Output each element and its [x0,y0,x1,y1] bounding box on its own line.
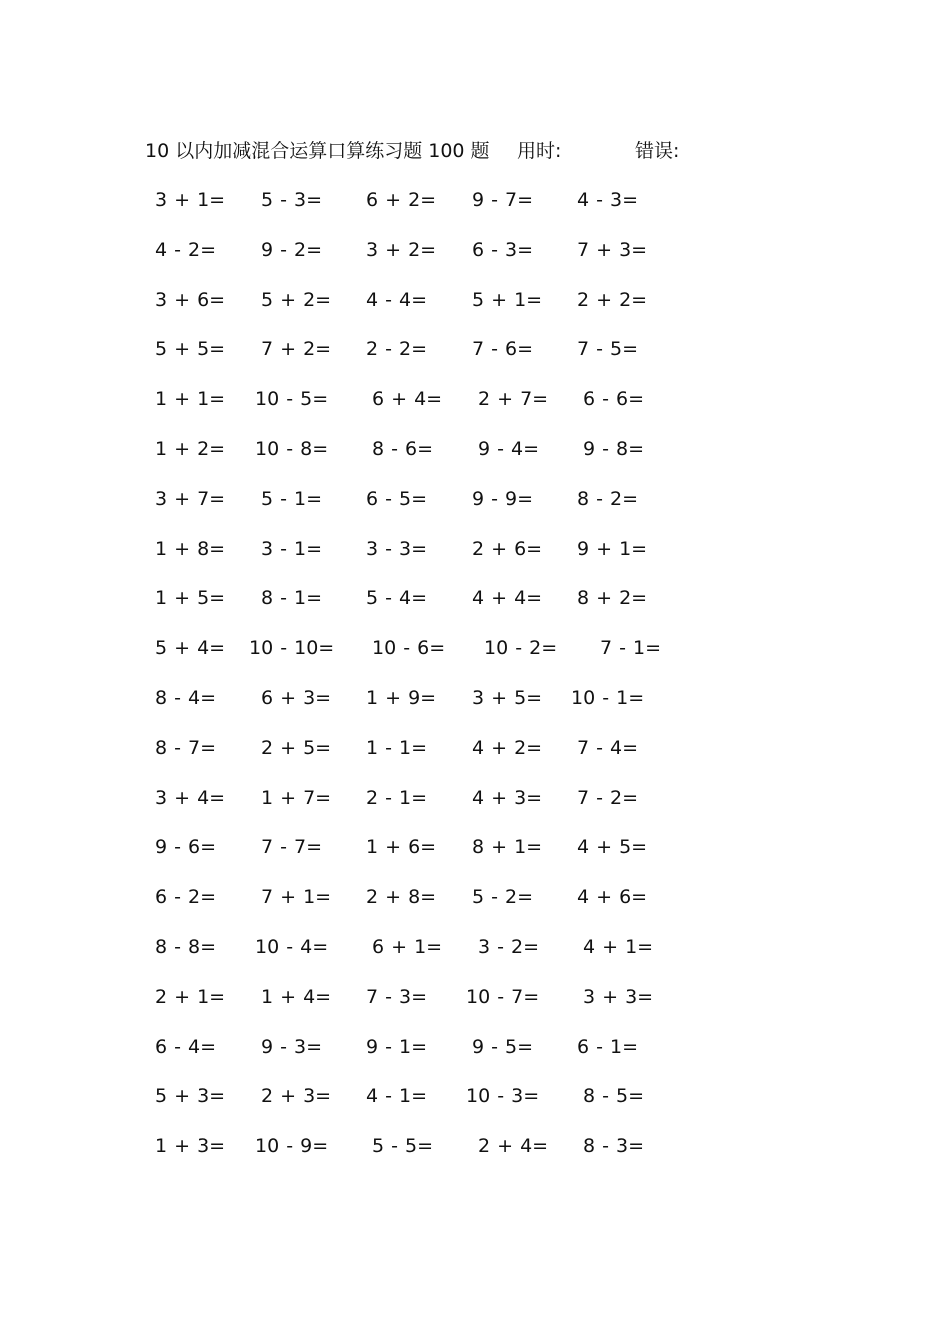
problem-item: 4 + 2= [472,736,543,759]
problem-item: 1 + 2= [155,437,226,460]
problem-item: 2 + 5= [261,736,332,759]
problem-item: 8 - 7= [155,736,217,759]
problem-item: 1 + 9= [366,686,437,709]
problem-item: 10 - 8= [255,437,329,460]
problem-item: 9 - 2= [261,238,323,261]
problem-item: 4 + 3= [472,786,543,809]
problem-item: 9 + 1= [577,537,648,560]
problem-item: 3 - 3= [366,537,428,560]
problem-item: 4 - 3= [577,189,639,211]
time-used-label: 用时: [517,140,562,162]
worksheet-title: 10 以内加减混合运算口算练习题 100 题 [145,140,490,162]
problem-item: 1 + 6= [366,836,437,859]
problem-item: 4 + 5= [577,836,648,859]
problem-item: 2 + 1= [155,985,226,1008]
problem-row [155,286,715,336]
problem-row [155,983,715,1033]
problem-item: 10 - 9= [255,1135,329,1158]
problem-item: 3 + 6= [155,288,226,311]
problem-item: 3 - 2= [478,935,540,958]
problem-item: 2 + 8= [366,886,437,909]
problem-item: 10 - 5= [255,388,329,411]
problem-item: 7 + 3= [577,238,648,261]
problem-item: 8 - 6= [372,437,434,460]
problem-item: 4 + 6= [577,886,648,909]
problem-item: 5 + 1= [472,288,543,311]
problem-item: 2 + 2= [577,288,648,311]
problem-row [155,684,715,734]
problem-item: 5 + 5= [155,338,226,361]
problem-item: 6 + 4= [372,388,443,411]
problem-row [155,1132,715,1182]
problem-item: 6 - 1= [577,1035,639,1058]
problem-item: 3 + 1= [155,189,226,211]
problem-item: 7 - 7= [261,836,323,859]
problem-item: 8 - 4= [155,686,217,709]
problem-row [155,335,715,385]
problem-item: 2 + 3= [261,1085,332,1108]
problem-row [155,784,715,834]
problem-item: 1 + 3= [155,1135,226,1158]
problem-row [155,734,715,784]
problem-item: 9 - 7= [472,189,534,211]
problem-item: 3 - 1= [261,537,323,560]
problem-item: 3 + 7= [155,487,226,510]
problem-item: 9 - 3= [261,1035,323,1058]
problem-item: 9 - 9= [472,487,534,510]
problem-row [155,1082,715,1132]
problem-item: 10 - 7= [466,985,540,1008]
problem-item: 1 + 8= [155,537,226,560]
problem-item: 4 - 4= [366,288,428,311]
problem-item: 8 + 1= [472,836,543,859]
problem-item: 10 - 2= [484,637,558,660]
problem-item: 7 - 6= [472,338,534,361]
problem-row [155,584,715,634]
problem-item: 3 + 2= [366,238,437,261]
problem-item: 4 + 4= [472,587,543,610]
problem-item: 4 - 2= [155,238,217,261]
problem-item: 5 - 4= [366,587,428,610]
problem-item: 7 - 1= [600,637,662,660]
problem-item: 6 + 3= [261,686,332,709]
problem-item: 6 - 3= [472,238,534,261]
problem-item: 8 - 1= [261,587,323,610]
problem-row [155,485,715,535]
problem-row [155,833,715,883]
problem-item: 3 + 4= [155,786,226,809]
problem-item: 5 - 2= [472,886,534,909]
problem-item: 7 - 4= [577,736,639,759]
problem-item: 8 - 3= [583,1135,645,1158]
problem-item: 5 + 3= [155,1085,226,1108]
problem-item: 5 - 3= [261,189,323,211]
problem-item: 3 + 3= [583,985,654,1008]
problem-item: 9 - 5= [472,1035,534,1058]
problem-row [155,634,715,684]
problem-item: 1 + 7= [261,786,332,809]
problem-item: 6 - 6= [583,388,645,411]
problem-item: 5 + 4= [155,637,226,660]
problem-item: 10 - 3= [466,1085,540,1108]
problem-item: 8 + 2= [577,587,648,610]
problem-item: 4 - 1= [366,1085,428,1108]
problem-grid [155,186,715,1182]
problem-item: 2 - 2= [366,338,428,361]
problem-item: 9 - 4= [478,437,540,460]
problem-item: 5 + 2= [261,288,332,311]
problem-item: 2 + 7= [478,388,549,411]
problem-item: 10 - 10= [249,637,335,660]
problem-item: 8 - 2= [577,487,639,510]
problem-item: 5 - 1= [261,487,323,510]
problem-item: 5 - 5= [372,1135,434,1158]
problem-item: 1 + 5= [155,587,226,610]
problem-item: 1 - 1= [366,736,428,759]
problem-item: 8 - 8= [155,935,217,958]
problem-item: 7 + 2= [261,338,332,361]
problem-item: 3 + 5= [472,686,543,709]
problem-item: 9 - 8= [583,437,645,460]
problem-item: 10 - 4= [255,935,329,958]
problem-item: 6 - 2= [155,886,217,909]
problem-row [155,535,715,585]
problem-row [155,385,715,435]
problem-row [155,186,715,236]
problem-item: 7 + 1= [261,886,332,909]
problem-row [155,236,715,286]
problem-row [155,933,715,983]
problem-item: 2 - 1= [366,786,428,809]
problem-row [155,1033,715,1083]
problem-item: 1 + 4= [261,985,332,1008]
problem-row [155,435,715,485]
problem-item: 2 + 6= [472,537,543,560]
errors-label: 错误: [635,140,680,162]
problem-row [155,883,715,933]
problem-item: 1 + 1= [155,388,226,411]
problem-item: 10 - 6= [372,637,446,660]
problem-item: 6 + 2= [366,189,437,211]
problem-item: 7 - 5= [577,338,639,361]
problem-item: 10 - 1= [571,686,645,709]
problem-item: 6 + 1= [372,935,443,958]
problem-item: 2 + 4= [478,1135,549,1158]
problem-item: 6 - 5= [366,487,428,510]
problem-item: 4 + 1= [583,935,654,958]
problem-item: 6 - 4= [155,1035,217,1058]
problem-item: 9 - 6= [155,836,217,859]
problem-item: 9 - 1= [366,1035,428,1058]
problem-item: 7 - 3= [366,985,428,1008]
problem-item: 7 - 2= [577,786,639,809]
problem-item: 8 - 5= [583,1085,645,1108]
